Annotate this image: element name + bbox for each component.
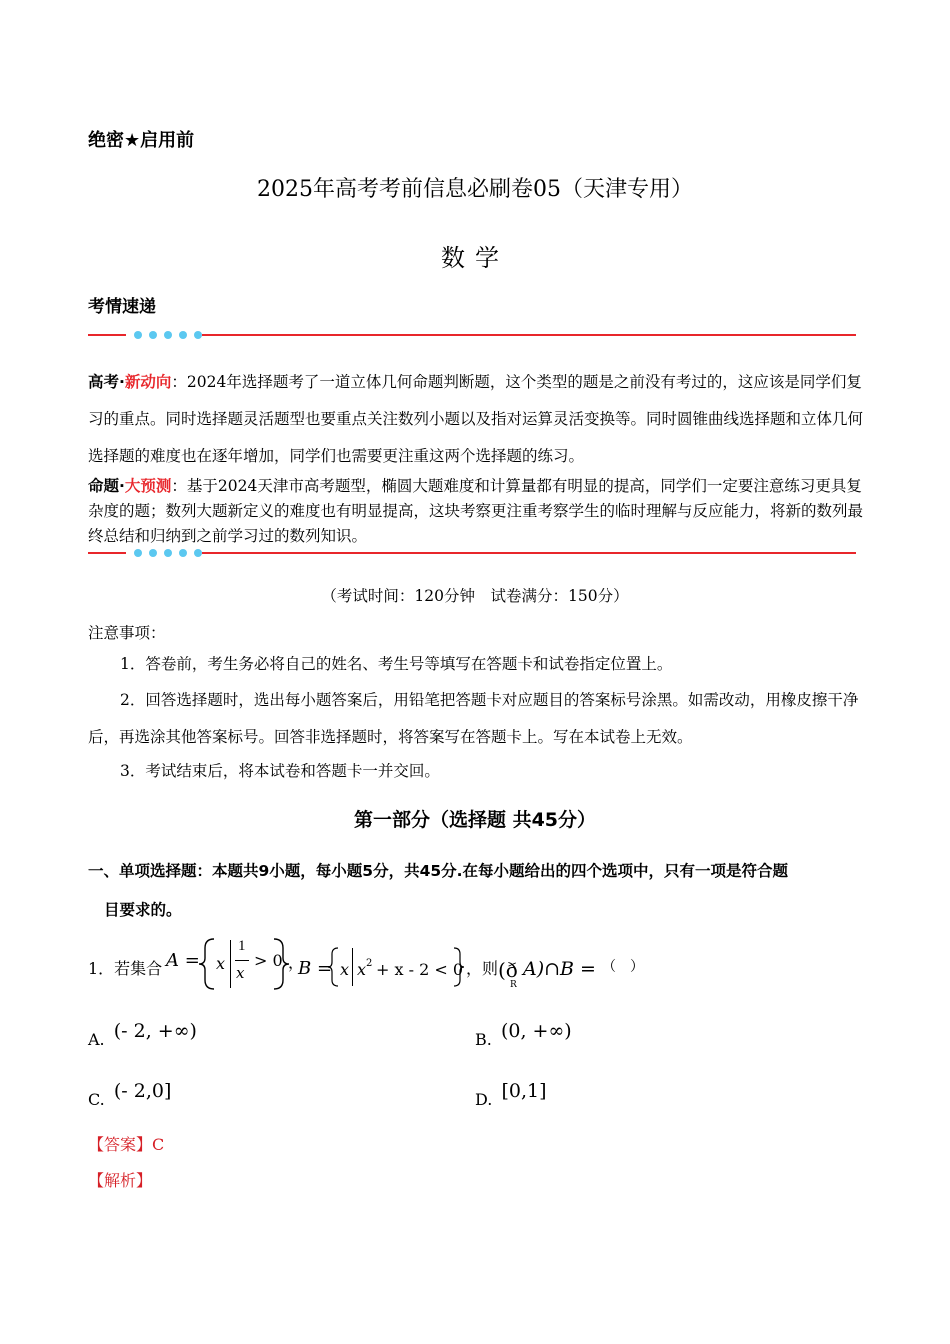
section-instructions-line2: 目要求的。 <box>104 901 182 919</box>
set-b-exponent: 2 <box>366 958 373 969</box>
subject-title: 数学 <box>441 244 509 272</box>
top-divider <box>88 328 856 342</box>
intro-paragraph-forecast <box>88 474 864 549</box>
trend-label-highlight: 新动向 <box>124 373 172 391</box>
answer-blank: （ ） <box>602 959 644 975</box>
section-instructions-line1: 一、单项选择题：本题共9小题，每小题5分，共45分.在每小题给出的四个选项中，只有一项是符合题 <box>88 862 789 880</box>
set-b-cond-var: x <box>357 960 367 979</box>
right-brace-icon <box>450 946 466 988</box>
note-item: 3．考试结束后，将本试卷和答题卡一并交回。 <box>120 762 440 780</box>
separator: ， <box>288 953 305 972</box>
option-a-value: (- 2, +∞) <box>113 1020 197 1042</box>
set-a-divider <box>230 940 231 988</box>
bottom-divider <box>88 546 856 560</box>
option-c-label: C. <box>88 1090 105 1109</box>
option-d <box>475 1080 547 1109</box>
trend-text: 2024年选择题考了一道立体几何命题判断题，这个类型的题是之前没有考过的，这应该是同学们复习的重点。同时选择题灵活题型也要重点关注数列小题以及指对运算灵活变换等。同时圆锥曲线选择题和立体几何选择题的难度也在逐年增加，同学们也需要更注重这两个选择题的练习。 <box>88 373 864 465</box>
option-b-label: B. <box>475 1030 492 1049</box>
then-text: ，则 <box>466 959 499 978</box>
option-b-value: (0, +∞) <box>500 1020 572 1042</box>
set-b-var: x <box>340 960 350 979</box>
option-a <box>88 1020 197 1049</box>
trend-label-prefix: 高考· <box>88 373 125 391</box>
trend-label-colon: ： <box>171 373 187 391</box>
forecast-label-highlight: 大预测 <box>124 477 172 495</box>
option-c <box>88 1080 172 1109</box>
complement-open: (ð <box>498 958 518 982</box>
set-b-condition: + x - 2 < 0 <box>376 960 464 979</box>
intro-paragraph-trend <box>88 364 864 475</box>
option-a-label: A. <box>88 1030 105 1049</box>
notes-heading: 注意事项： <box>88 624 166 642</box>
answer-label: 【答案】 <box>88 1135 153 1154</box>
forecast-text: 基于2024天津市高考题型，椭圆大题难度和计算量都有明显的提高，同学们一定要注意练习更具复杂度的题；数列大题新定义的难度也有明显提高，这块考察更注重考察学生的临时理解与反应能力，将新的数列最终总结和归纳到之前学习过的数列知识。 <box>88 477 864 545</box>
option-d-label: D. <box>475 1090 493 1109</box>
intersection-expression: A)∩B = <box>523 958 596 980</box>
note-item: 2．回答选择题时，选出每小题答案后，用铅笔把答题卡对应题目的答案标号涂黑。如需改动，用橡皮擦干净后，再选涂其他答案标号。回答非选择题时，将答案写在答题卡上。写在本试卷上无效。 <box>88 691 859 746</box>
section-instructions <box>88 852 864 930</box>
set-a-denominator: x <box>236 964 245 982</box>
analysis-label: 【解析】 <box>88 1171 153 1190</box>
forecast-label-prefix: 命题· <box>88 477 125 495</box>
set-a-numerator: 1 <box>238 938 246 954</box>
intro-heading: 考情速递 <box>88 297 156 317</box>
part-title: 第一部分（选择题 共45分） <box>353 809 597 831</box>
set-a-condition: > 0 <box>254 951 283 970</box>
exam-info: （考试时间：120分钟 试卷满分：150分） <box>321 587 629 605</box>
question-1 <box>88 936 868 992</box>
forecast-label-colon: ： <box>171 477 187 495</box>
paper-title: 2025年高考考前信息必刷卷05（天津专用） <box>257 177 693 202</box>
option-b <box>475 1020 572 1049</box>
note-item: 1．答卷前，考生务必将自己的姓名、考生号等填写在答题卡和试卷指定位置上。 <box>120 655 673 673</box>
option-c-value: (- 2,0] <box>113 1080 172 1102</box>
fraction-bar <box>235 960 249 961</box>
confidential-mark: 绝密★启用前 <box>88 130 195 151</box>
question-prefix: 1．若集合 <box>88 959 163 978</box>
answer-line <box>88 1132 164 1155</box>
set-a-var: x <box>216 954 226 973</box>
set-b-divider <box>352 948 353 986</box>
set-b-lhs: B = <box>298 958 333 979</box>
set-a-lhs: A = <box>166 950 200 971</box>
option-d-value: [0,1] <box>501 1080 547 1102</box>
answer-value: C <box>152 1135 165 1154</box>
complement-subscript: R <box>510 980 517 990</box>
